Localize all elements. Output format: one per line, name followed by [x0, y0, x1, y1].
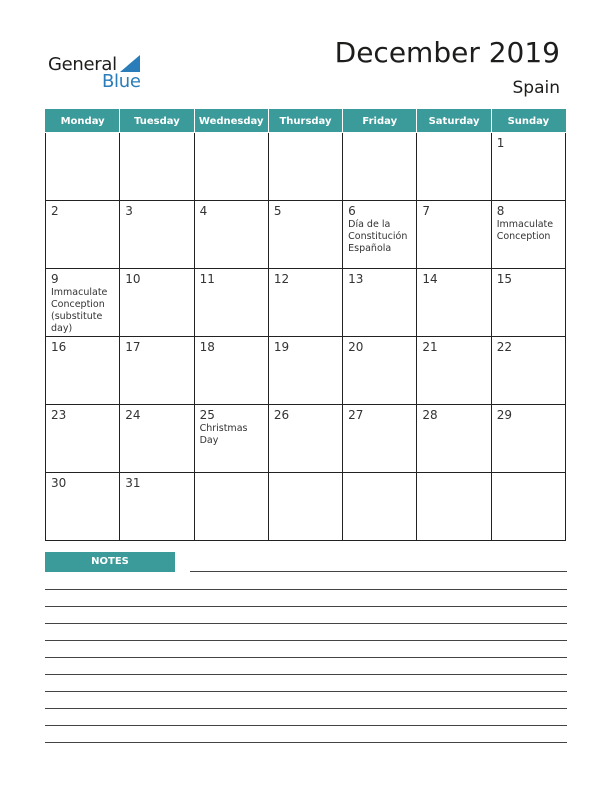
calendar-day-cell	[343, 405, 417, 473]
day-number: 20	[348, 340, 364, 354]
calendar-day-cell	[46, 405, 120, 473]
calendar-day-cell	[46, 201, 120, 269]
calendar-week-row	[46, 201, 566, 269]
calendar-day-cell	[268, 337, 342, 405]
day-number: 17	[125, 340, 141, 354]
weekday-header: Friday	[343, 110, 417, 133]
calendar-day-cell	[268, 405, 342, 473]
calendar-day-cell	[491, 133, 565, 201]
day-number: 23	[51, 408, 67, 422]
weekday-header: Saturday	[417, 110, 491, 133]
day-number: 4	[199, 204, 208, 218]
calendar-day-cell	[491, 405, 565, 473]
logo-text-general: General	[48, 54, 117, 75]
weekday-header-row	[46, 110, 566, 133]
day-number: 18	[199, 340, 215, 354]
notes-line	[45, 657, 567, 658]
weekday-header: Monday	[46, 110, 120, 133]
calendar-day-cell	[120, 337, 194, 405]
day-number: 26	[273, 408, 290, 422]
calendar-day-cell	[46, 269, 120, 337]
weekday-header: Wednesday	[194, 110, 268, 133]
calendar-day-cell	[268, 473, 342, 541]
calendar-day-cell	[194, 405, 268, 473]
calendar-day-cell	[417, 201, 491, 269]
holiday-label: Immaculate Conception	[496, 219, 554, 242]
calendar-week-row	[46, 133, 566, 201]
day-number: 22	[496, 340, 512, 354]
calendar-day-cell	[268, 201, 342, 269]
calendar-day-cell	[491, 269, 565, 337]
calendar-day-cell	[46, 473, 120, 541]
calendar-week-row	[46, 269, 566, 337]
day-number: 19	[273, 340, 290, 354]
calendar-day-cell	[194, 473, 268, 541]
day-number: 3	[125, 204, 133, 218]
notes-line	[45, 589, 567, 590]
notes-label: NOTES	[45, 552, 175, 572]
country-label: Spain	[512, 78, 560, 98]
notes-line	[190, 571, 567, 572]
notes-line	[45, 674, 567, 675]
calendar-day-cell	[46, 337, 120, 405]
day-number: 29	[496, 408, 512, 422]
calendar-day-cell	[417, 405, 491, 473]
calendar-day-cell	[120, 133, 194, 201]
calendar-day-cell	[417, 133, 491, 201]
notes-line	[45, 640, 567, 641]
weekday-header: Tuesday	[120, 110, 194, 133]
calendar-day-cell	[120, 269, 194, 337]
logo-triangle-icon	[120, 55, 140, 72]
calendar-day-cell	[491, 201, 565, 269]
holiday-label: Immaculate Conception (substitute day)	[51, 287, 108, 334]
day-number: 31	[125, 476, 141, 490]
day-number: 27	[348, 408, 364, 422]
page-title: December 2019	[334, 36, 560, 69]
calendar-day-cell	[491, 337, 565, 405]
day-number: 1	[496, 136, 505, 150]
notes-line	[45, 606, 567, 607]
notes-line	[45, 725, 567, 726]
calendar-day-cell	[268, 269, 342, 337]
weekday-header: Thursday	[268, 110, 342, 133]
generalblue-logo	[48, 52, 158, 92]
day-number: 28	[422, 408, 438, 422]
day-number: 10	[125, 272, 141, 286]
weekday-header: Sunday	[491, 110, 565, 133]
calendar-day-cell	[194, 269, 268, 337]
day-number: 13	[348, 272, 364, 286]
notes-line	[45, 742, 567, 743]
calendar-day-cell	[417, 269, 491, 337]
notes-line	[45, 691, 567, 692]
holiday-label: Christmas Day	[199, 423, 248, 446]
day-number: 2	[51, 204, 59, 218]
calendar-day-cell	[194, 337, 268, 405]
day-number: 12	[273, 272, 290, 286]
calendar-day-cell	[46, 133, 120, 201]
day-number: 16	[51, 340, 67, 354]
calendar-day-cell	[343, 337, 417, 405]
day-number: 15	[496, 272, 512, 286]
calendar-day-cell	[343, 473, 417, 541]
day-number: 30	[51, 476, 67, 490]
calendar-week-row	[46, 473, 566, 541]
day-number: 24	[125, 408, 141, 422]
calendar-week-row	[46, 405, 566, 473]
logo-text-blue: Blue	[102, 71, 141, 92]
calendar-week-row	[46, 337, 566, 405]
day-number: 14	[422, 272, 438, 286]
calendar-day-cell	[491, 473, 565, 541]
calendar-day-cell	[268, 133, 342, 201]
day-number: 5	[273, 204, 282, 218]
day-number: 11	[199, 272, 215, 286]
notes-line	[45, 708, 567, 709]
holiday-label: Día de la Constitución Española	[348, 219, 408, 254]
calendar-day-cell	[194, 133, 268, 201]
calendar-day-cell	[120, 201, 194, 269]
calendar-day-cell	[417, 337, 491, 405]
notes-line	[45, 623, 567, 624]
day-number: 9	[51, 272, 59, 286]
calendar-day-cell	[120, 405, 194, 473]
day-number: 6	[348, 204, 356, 218]
day-number: 21	[422, 340, 438, 354]
calendar-day-cell	[194, 201, 268, 269]
calendar-day-cell	[343, 269, 417, 337]
calendar-grid	[45, 109, 566, 541]
day-number: 25	[199, 408, 215, 422]
calendar-day-cell	[120, 473, 194, 541]
calendar-day-cell	[343, 133, 417, 201]
day-number: 7	[422, 204, 431, 218]
day-number: 8	[496, 204, 505, 218]
calendar-day-cell	[417, 473, 491, 541]
calendar-day-cell	[343, 201, 417, 269]
